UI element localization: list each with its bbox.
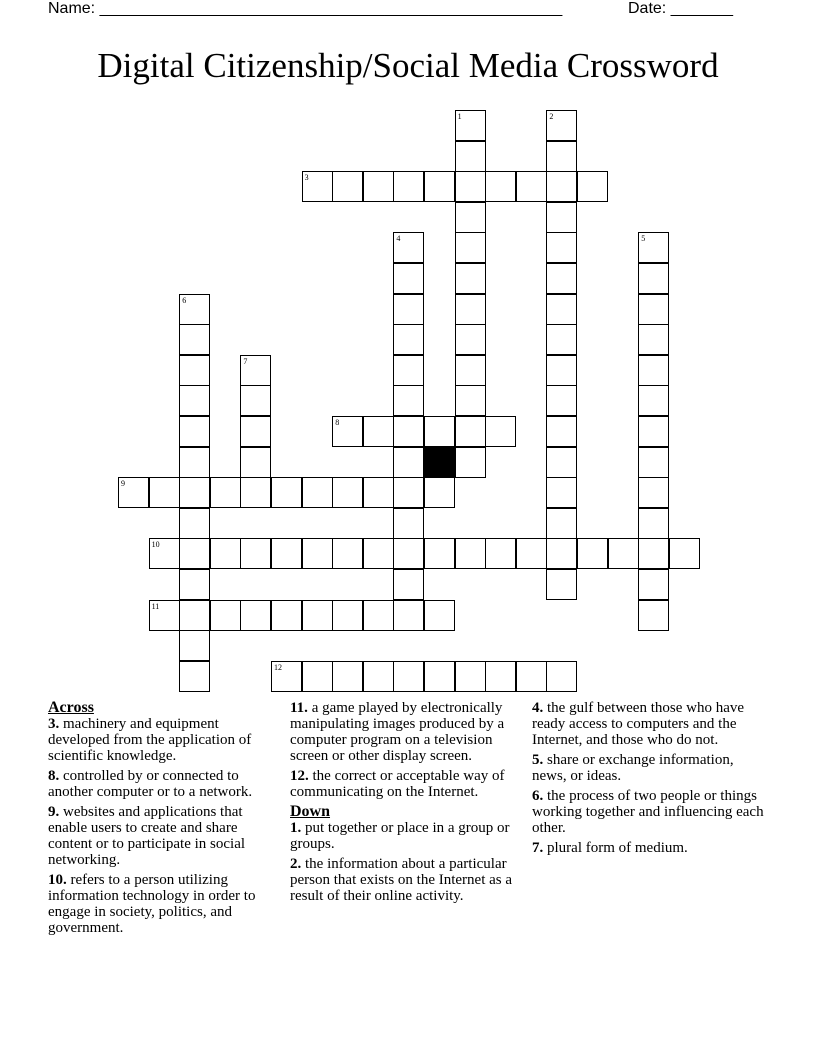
grid-cell[interactable]	[179, 600, 210, 631]
grid-cell[interactable]	[149, 538, 180, 569]
grid-cell[interactable]	[271, 538, 302, 569]
grid-cell[interactable]	[424, 600, 455, 631]
clue-item	[532, 752, 764, 784]
grid-cell[interactable]	[638, 232, 669, 263]
grid-cell[interactable]	[638, 263, 669, 294]
grid-cell[interactable]	[577, 171, 608, 202]
grid-cell[interactable]	[455, 447, 486, 478]
grid-cell[interactable]	[485, 661, 516, 692]
grid-cell[interactable]	[302, 477, 333, 508]
grid-cell[interactable]	[332, 538, 363, 569]
clue-number: 4	[396, 234, 401, 244]
clue-item	[48, 768, 280, 800]
grid-cell[interactable]	[546, 661, 577, 692]
grid-cell[interactable]	[179, 569, 210, 600]
grid-cell[interactable]	[118, 477, 149, 508]
grid-cell[interactable]	[363, 477, 394, 508]
grid-cell[interactable]	[332, 477, 363, 508]
clue-text: put together or place in a group or groups.	[290, 820, 510, 852]
grid-cell[interactable]	[485, 171, 516, 202]
clue-column-2	[290, 700, 522, 908]
grid-cell[interactable]	[455, 385, 486, 416]
clue-item	[290, 820, 522, 852]
grid-cell[interactable]	[424, 416, 455, 447]
grid-cell[interactable]	[332, 171, 363, 202]
grid-cell[interactable]	[455, 538, 486, 569]
grid-cell[interactable]	[455, 416, 486, 447]
grid-cell[interactable]	[363, 600, 394, 631]
grid-cell[interactable]	[546, 355, 577, 386]
grid-cell[interactable]	[332, 416, 363, 447]
grid-cell[interactable]	[455, 263, 486, 294]
grid-cell[interactable]	[393, 355, 424, 386]
grid-cell[interactable]	[240, 416, 271, 447]
grid-cell[interactable]	[240, 385, 271, 416]
grid-cell[interactable]	[302, 600, 333, 631]
grid-cell[interactable]	[363, 416, 394, 447]
clue-number-label: 10.	[48, 872, 67, 888]
clue-column-3	[532, 700, 764, 860]
grid-cell[interactable]	[546, 294, 577, 325]
clue-item	[532, 840, 764, 856]
clue-number-label: 6.	[532, 788, 544, 804]
clue-number: 6	[182, 295, 187, 305]
grid-cell[interactable]	[546, 416, 577, 447]
grid-cell[interactable]	[332, 600, 363, 631]
grid-cell[interactable]	[393, 477, 424, 508]
grid-cell[interactable]	[179, 355, 210, 386]
grid-cell[interactable]	[393, 294, 424, 325]
clue-number: 1	[457, 112, 462, 121]
grid-cell[interactable]	[638, 324, 669, 355]
grid-cell[interactable]	[546, 202, 577, 233]
grid-cell[interactable]	[546, 171, 577, 202]
grid-cell[interactable]	[149, 477, 180, 508]
grid-cell[interactable]	[608, 538, 639, 569]
grid-cell[interactable]	[546, 263, 577, 294]
grid-cell[interactable]	[393, 447, 424, 478]
clue-number-label: 5.	[532, 752, 544, 768]
grid-cell[interactable]	[424, 171, 455, 202]
grid-cell[interactable]	[179, 385, 210, 416]
clue-item	[48, 804, 280, 868]
grid-cell[interactable]	[516, 538, 547, 569]
grid-cell[interactable]	[179, 661, 210, 692]
grid-cell[interactable]	[393, 600, 424, 631]
clue-number-label: 11.	[290, 700, 308, 716]
grid-cell[interactable]	[424, 661, 455, 692]
clue-number: 12	[274, 662, 282, 672]
black-cell	[424, 447, 455, 478]
grid-cell[interactable]	[302, 661, 333, 692]
across-heading: Across	[48, 699, 94, 716]
grid-cell[interactable]	[393, 385, 424, 416]
grid-cell[interactable]	[455, 324, 486, 355]
grid-cell[interactable]	[393, 232, 424, 263]
grid-cell[interactable]	[210, 538, 241, 569]
grid-cell[interactable]	[393, 508, 424, 539]
clue-text: websites and applications that enable users to create and share content or to participate in social networking.	[48, 804, 246, 868]
grid-cell[interactable]	[546, 538, 577, 569]
grid-cell[interactable]	[393, 569, 424, 600]
clue-number-label: 8.	[48, 768, 60, 784]
grid-cell[interactable]	[393, 263, 424, 294]
grid-cell[interactable]	[546, 447, 577, 478]
grid-cell[interactable]	[179, 416, 210, 447]
grid-cell[interactable]	[546, 232, 577, 263]
clue-number-label: 3.	[48, 716, 60, 732]
clue-number-label: 1.	[290, 820, 302, 836]
grid-cell[interactable]	[638, 385, 669, 416]
grid-cell[interactable]	[179, 294, 210, 325]
grid-cell[interactable]	[516, 661, 547, 692]
grid-cell[interactable]	[638, 569, 669, 600]
name-field-label[interactable]: Name: ____________________________________________________	[48, 0, 563, 17]
grid-cell[interactable]	[393, 416, 424, 447]
grid-cell[interactable]	[455, 202, 486, 233]
grid-cell[interactable]	[240, 355, 271, 386]
grid-cell[interactable]	[363, 538, 394, 569]
grid-cell[interactable]	[363, 171, 394, 202]
grid-cell[interactable]	[455, 294, 486, 325]
grid-cell[interactable]	[271, 661, 302, 692]
grid-cell[interactable]	[179, 538, 210, 569]
clue-number: 11	[151, 601, 160, 611]
clue-text: controlled by or connected to another computer or to a network.	[48, 768, 253, 800]
grid-cell[interactable]	[638, 447, 669, 478]
clue-number: 3	[304, 173, 309, 183]
grid-cell[interactable]	[638, 416, 669, 447]
grid-cell[interactable]	[271, 600, 302, 631]
grid-cell[interactable]	[638, 294, 669, 325]
grid-cell[interactable]	[332, 661, 363, 692]
clue-column-1	[48, 700, 280, 940]
clue-number: 8	[335, 418, 340, 427]
grid-cell[interactable]	[638, 600, 669, 631]
grid-cell[interactable]	[546, 508, 577, 539]
grid-cell[interactable]	[393, 324, 424, 355]
down-clue-list	[290, 820, 522, 904]
clue-item	[48, 716, 280, 764]
grid-cell[interactable]	[638, 355, 669, 386]
grid-cell[interactable]	[179, 324, 210, 355]
grid-cell[interactable]	[455, 661, 486, 692]
grid-cell[interactable]	[485, 416, 516, 447]
grid-cell[interactable]	[546, 141, 577, 172]
grid-cell[interactable]	[577, 538, 608, 569]
grid-cell[interactable]	[546, 477, 577, 508]
grid-cell[interactable]	[393, 538, 424, 569]
clue-number-label: 2.	[290, 856, 302, 872]
page-title: Digital Citizenship/Social Media Crossword	[97, 46, 719, 85]
clue-item	[290, 856, 522, 904]
grid-cell[interactable]	[210, 600, 241, 631]
grid-cell[interactable]	[240, 477, 271, 508]
clue-text: plural form of medium.	[543, 840, 688, 856]
grid-cell[interactable]	[455, 141, 486, 172]
clue-text: refers to a person utilizing information technology in order to engage in society, politics, and government.	[48, 872, 256, 936]
clue-text: machinery and equipment developed from the application of scientific knowledge.	[48, 716, 252, 764]
grid-cell[interactable]	[179, 447, 210, 478]
grid-cell[interactable]	[393, 661, 424, 692]
grid-cell[interactable]	[638, 477, 669, 508]
clue-number: 2	[549, 112, 554, 121]
grid-cell[interactable]	[240, 447, 271, 478]
grid-cell[interactable]	[638, 538, 669, 569]
grid-cell[interactable]	[424, 477, 455, 508]
clue-text: share or exchange information, news, or ideas.	[532, 752, 734, 784]
grid-cell[interactable]	[302, 171, 333, 202]
grid-cell[interactable]	[393, 171, 424, 202]
grid-cell[interactable]	[363, 661, 394, 692]
clue-number: 9	[121, 479, 125, 489]
clue-item	[290, 700, 522, 764]
down-heading: Down	[290, 803, 331, 820]
grid-cell[interactable]	[271, 477, 302, 508]
grid-cell[interactable]	[638, 508, 669, 539]
grid-cell[interactable]	[455, 232, 486, 263]
across-clue-list-continued	[290, 700, 522, 800]
grid-cell[interactable]	[546, 110, 577, 141]
grid-cell[interactable]	[302, 538, 333, 569]
clue-number-label: 7.	[532, 840, 544, 856]
clue-number: 5	[641, 234, 646, 244]
grid-cell[interactable]	[179, 508, 210, 539]
down-clue-list-continued	[532, 700, 764, 856]
grid-cell[interactable]	[455, 171, 486, 202]
clue-text: the correct or acceptable way of communicating on the Internet.	[290, 768, 505, 800]
clue-item	[532, 788, 764, 836]
clue-item	[290, 768, 522, 800]
grid-cell[interactable]	[240, 538, 271, 569]
grid-cell[interactable]	[546, 385, 577, 416]
clue-number-label: 4.	[532, 700, 544, 716]
clue-text: the information about a particular person that exists on the Internet as a result of their online activity.	[290, 856, 513, 904]
clue-number-label: 12.	[290, 768, 309, 784]
grid-cell[interactable]	[179, 477, 210, 508]
clue-number: 10	[151, 540, 160, 550]
grid-cell[interactable]	[485, 538, 516, 569]
grid-cell[interactable]	[210, 477, 241, 508]
grid-cell[interactable]	[546, 569, 577, 600]
grid-cell[interactable]	[455, 355, 486, 386]
grid-cell[interactable]	[240, 600, 271, 631]
grid-cell[interactable]	[179, 630, 210, 661]
clue-item	[48, 872, 280, 936]
clue-text: the process of two people or things working together and influencing each other.	[532, 788, 764, 836]
date-field-label[interactable]: Date: _______	[628, 0, 733, 17]
clues-section	[48, 700, 788, 960]
grid-cell[interactable]	[546, 324, 577, 355]
grid-cell[interactable]	[424, 538, 455, 569]
grid-cell[interactable]	[516, 171, 547, 202]
clue-item	[532, 700, 764, 748]
grid-cell[interactable]	[149, 600, 180, 631]
grid-cell[interactable]	[669, 538, 700, 569]
clue-number-label: 9.	[48, 804, 60, 820]
clue-text: the gulf between those who have ready access to computers and the Internet, and those who do not.	[532, 700, 745, 748]
across-clue-list	[48, 716, 280, 936]
clue-text: a game played by electronically manipulating images produced by a computer program on a television screen or other display screen.	[290, 700, 505, 764]
clue-number: 7	[243, 356, 248, 366]
grid-cell[interactable]	[455, 110, 486, 141]
